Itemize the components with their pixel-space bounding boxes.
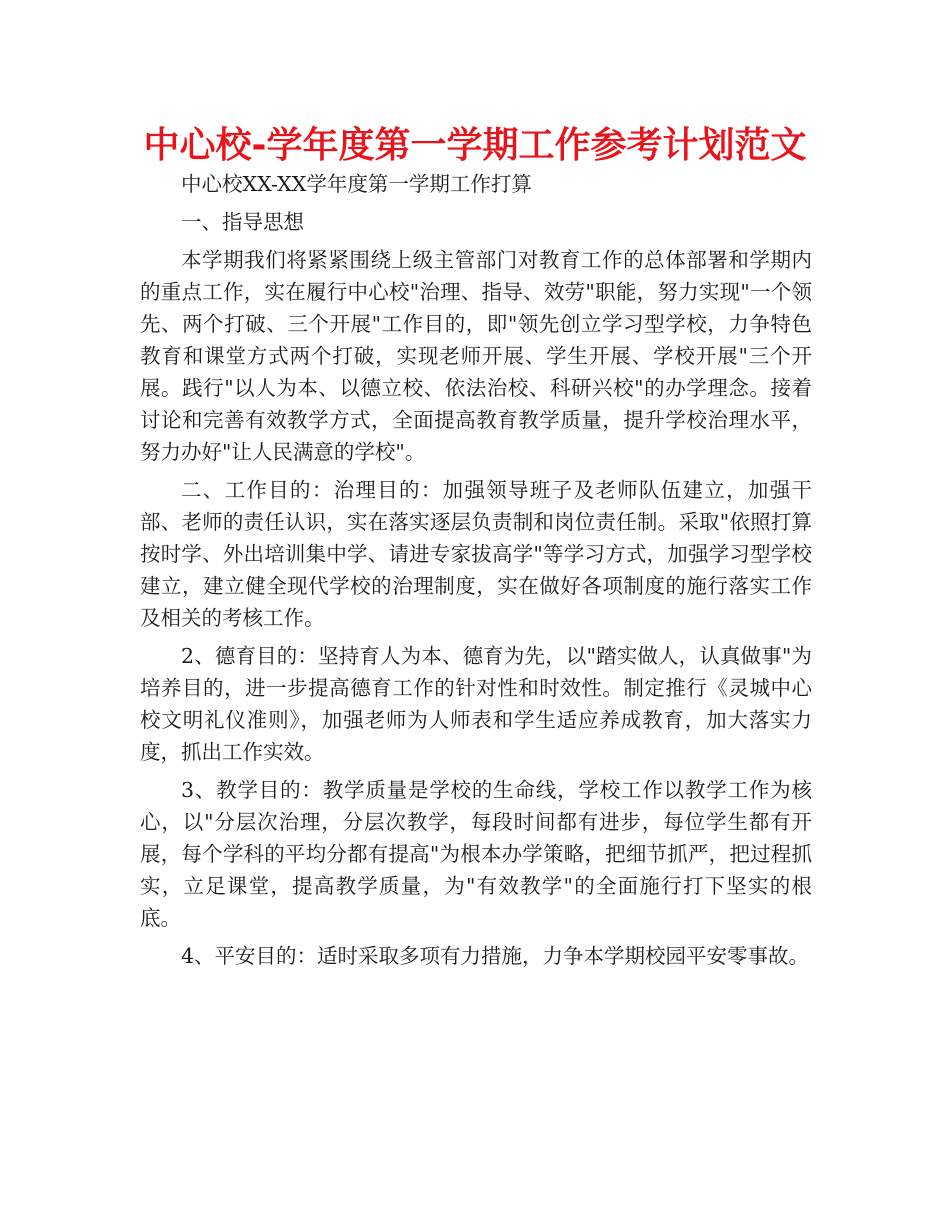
- document-title: 中心校-学年度第一学期工作参考计划范文: [143, 125, 807, 166]
- paragraph-management-goal: 二、工作目的：治理目的：加强领导班子及老师队伍建立，加强干部、老师的责任认识，实在落实逐层负责制和岗位责任制。采取"依照打算按时学、外出培训集中学、请进专家拔高学"等学习方式，加强学习型学校建立，建立健全现代学校的治理制度，实在做好各项制度的施行落实工作及相关的考核工作。: [140, 478, 812, 630]
- heading-guiding-thought: 一、指导思想: [181, 210, 304, 234]
- paragraph-moral-education-goal: 2、德育目的：坚持育人为本、德育为先，以"踏实做人，认真做事"为培养目的，进一步提高德育工作的针对性和时效性。制定推行《灵城中心校文明礼仪准则》，加强老师为人师表和学生适应养成教育，加大落实力度，抓出工作实效。: [140, 644, 812, 764]
- paragraph-subtitle: 中心校XX-XX学年度第一学期工作打算: [181, 172, 532, 196]
- paragraph-teaching-goal: 3、教学目的：教学质量是学校的生命线，学校工作以教学工作为核心，以"分层次治理，分层次教学，每段时间都有进步，每位学生都有开展，每个学科的平均分都有提高"为根本办学策略，把细节抓严，把过程抓实，立足课堂，提高教学质量，为"有效教学"的全面施行打下坚实的根底。: [140, 778, 812, 930]
- paragraph-guiding-thought: 本学期我们将紧紧围绕上级主管部门对教育工作的总体部署和学期内的重点工作，实在履行中心校"治理、指导、效劳"职能，努力实现"一个领先、两个打破、三个开展"工作目的，即"领先创立学习型学校，力争特色教育和课堂方式两个打破，实现老师开展、学生开展、学校开展"三个开展。践行"以人为本、以德立校、依法治校、科研兴校"的办学理念。接着讨论和完善有效教学方式，全面提高教育教学质量，提升学校治理水平，努力办好"让人民满意的学校"。: [140, 248, 812, 464]
- document-body: [140, 168, 812, 978]
- paragraph-safety-goal: 4、平安目的：适时采取多项有力措施，力争本学期校园平安零事故。: [181, 944, 810, 968]
